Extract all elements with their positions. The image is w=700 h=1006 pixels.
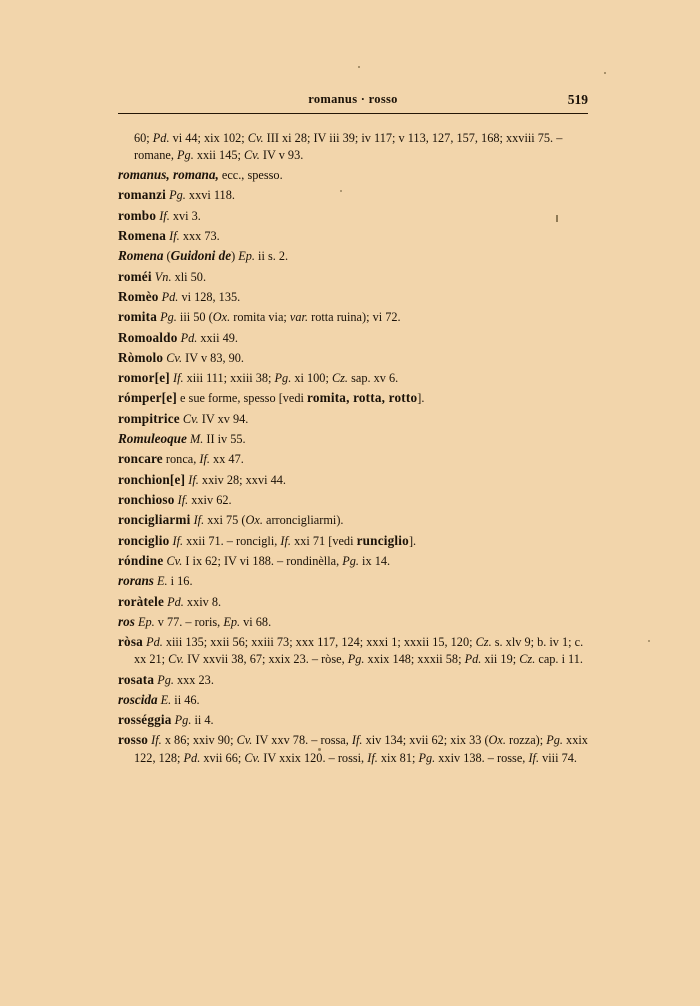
entry-text: xxx 23. <box>173 672 214 687</box>
source-abbrev: If. <box>188 472 199 487</box>
entry-text: xiii 135; xxii 56; xxiii 73; xxx 117, 124; xxxi 1; xxxii 15, 120; <box>162 635 476 650</box>
entry-text: xxii 49. <box>197 330 238 345</box>
dictionary-entry <box>118 186 588 204</box>
source-abbrev: Pg. <box>418 750 436 765</box>
entry-text: xvii 66; <box>200 750 245 765</box>
entry-headword: ronciglio <box>118 532 170 548</box>
entry-text: vi 44; xix 102; <box>169 131 248 145</box>
entry-headword: roméi <box>118 268 152 284</box>
source-abbrev: Cv. <box>243 147 260 162</box>
entry-text: IV xxvii 38, 67; xxix 23. – ròse, <box>184 652 348 667</box>
source-abbrev: Cz. <box>475 635 492 650</box>
entry-headword: rompitrice <box>118 410 180 426</box>
entry-headword: Ròmolo <box>118 349 164 365</box>
entry-text: xix 81; <box>377 750 419 765</box>
entry-text: xi 100; <box>291 371 332 386</box>
entry-text: I ix 62; IV vi 188. – rondinèlla, <box>182 553 343 568</box>
entry-text: i 16. <box>167 574 193 589</box>
dictionary-entry <box>118 572 588 590</box>
entry-text: IV v 93. <box>259 147 304 162</box>
dictionary-entry <box>118 430 588 448</box>
dictionary-entry <box>118 532 588 550</box>
source-abbrev: Cv. <box>168 652 184 667</box>
dictionary-entry <box>118 593 588 611</box>
entry-headword: ronchioso <box>118 492 175 508</box>
entry-text: ( <box>163 249 171 264</box>
dictionary-entry <box>118 711 588 729</box>
entry-headword: róndine <box>118 552 164 568</box>
source-abbrev: Cv. <box>182 411 199 426</box>
entry-text: sap. xv 6. <box>348 371 399 386</box>
source-abbrev: Pd. <box>146 635 163 650</box>
entry-headword: Romuleoque <box>118 431 187 447</box>
entry-text: vi 128, 135. <box>178 289 241 304</box>
source-abbrev: Pg. <box>177 147 194 162</box>
entry-headword: Romena <box>118 227 167 243</box>
entry-headword: rosséggia <box>118 712 172 728</box>
dictionary-entry <box>118 288 588 306</box>
source-abbrev: Pg. <box>157 672 174 687</box>
running-head: romanus · rosso <box>308 92 398 106</box>
dictionary-entry <box>118 450 588 468</box>
entry-text: xvi 3. <box>169 208 201 223</box>
source-abbrev: var. <box>289 310 309 325</box>
dictionary-entry <box>118 308 588 326</box>
dictionary-entry <box>118 329 588 347</box>
source-abbrev: Cz. <box>519 652 536 667</box>
entry-headword: runciglio <box>356 532 409 548</box>
dictionary-entry <box>118 552 588 570</box>
entry-headword: ronchion[e] <box>118 471 186 487</box>
entry-headword: Romena <box>118 248 164 264</box>
dictionary-entry <box>118 227 588 245</box>
source-abbrev: Cv. <box>166 553 183 568</box>
entry-text: xiii 111; xxiii 38; <box>183 371 275 386</box>
dictionary-entry <box>118 613 588 631</box>
entry-headword: romanus, romana, <box>118 167 219 183</box>
entry-headword: rosata <box>118 671 155 687</box>
entry-text: ) <box>231 249 239 264</box>
source-abbrev: If. <box>151 733 162 748</box>
dictionary-entry <box>118 671 588 689</box>
entry-text: II iv 55. <box>203 432 246 447</box>
entry-headword: rosso <box>118 732 149 748</box>
entry-headword: Guidoni de <box>170 248 232 264</box>
speck-mark <box>604 72 606 74</box>
source-abbrev: Pd. <box>167 594 184 609</box>
source-abbrev: Cv. <box>166 350 183 365</box>
entry-column <box>118 130 588 769</box>
source-abbrev: E. <box>157 574 168 589</box>
entry-continuation <box>118 130 588 164</box>
entry-text: ii 4. <box>191 713 214 728</box>
entry-text: IV xv 94. <box>198 411 249 426</box>
entry-text: xxiv 8. <box>183 594 222 609</box>
dictionary-entry <box>118 369 588 387</box>
speck-mark <box>358 66 360 68</box>
source-abbrev: If. <box>280 533 291 548</box>
source-abbrev: Pd. <box>183 750 201 765</box>
entry-text: ix 14. <box>358 553 391 568</box>
entry-text: xli 50. <box>171 269 207 284</box>
source-abbrev: Ox. <box>212 310 231 325</box>
source-abbrev: M. <box>189 432 204 447</box>
source-abbrev: Pg. <box>160 310 177 325</box>
source-abbrev: Pg. <box>169 188 186 203</box>
source-abbrev: Ox. <box>488 733 506 748</box>
entry-text: ronca, <box>162 452 200 467</box>
dictionary-entry <box>118 633 588 668</box>
source-abbrev: If. <box>172 371 184 386</box>
source-abbrev: Pg. <box>274 371 292 386</box>
entry-text: IV xxix 120. – rossi, <box>260 750 368 765</box>
dictionary-entry <box>118 691 588 709</box>
entry-text: s. xlv 9; b. iv 1; c. xx 21; <box>134 635 584 667</box>
source-abbrev: If. <box>172 533 184 548</box>
speck-mark <box>340 190 342 192</box>
source-abbrev: Vn. <box>154 269 172 284</box>
dictionary-entry <box>118 389 588 407</box>
source-abbrev: Ox. <box>245 513 263 528</box>
source-abbrev: If. <box>367 750 378 765</box>
entry-text: cap. i 11. <box>535 652 583 667</box>
entry-text: ]. <box>417 391 425 406</box>
entry-headword: rombo <box>118 207 157 223</box>
entry-headword: roscida <box>118 691 158 707</box>
entry-text: xxi 75 ( <box>204 513 246 528</box>
entry-text: xxix 148; xxxii 58; <box>364 652 465 667</box>
dictionary-entry <box>118 268 588 286</box>
entry-text: xxi 71 [vedi <box>291 533 357 548</box>
entry-text: ecc., spesso. <box>218 168 283 183</box>
source-abbrev: Pg. <box>342 553 359 568</box>
source-abbrev: If. <box>351 733 363 748</box>
entry-text: IV xxv 78. – rossa, <box>252 733 352 748</box>
entry-text: vi 68. <box>240 614 272 629</box>
source-abbrev: E. <box>160 692 172 707</box>
header-rule <box>118 113 588 114</box>
entry-headword: roncare <box>118 451 163 467</box>
entry-text: xxii 71. – roncigli, <box>183 533 281 548</box>
source-abbrev: Cv. <box>236 733 253 748</box>
entry-headword: romor[e] <box>118 370 170 386</box>
entry-text: xxiv 62. <box>188 493 232 508</box>
page-number: 519 <box>567 92 588 107</box>
source-abbrev: Ep. <box>238 249 255 264</box>
source-abbrev: If. <box>177 493 189 508</box>
entry-text: xxix 122, 128; <box>134 733 588 765</box>
source-abbrev: Pd. <box>180 330 198 345</box>
entry-headword: Romèo <box>118 288 159 304</box>
speck-mark <box>318 748 321 751</box>
entry-headword: rómper[e] <box>118 390 177 406</box>
entry-text: rozza); <box>505 733 547 748</box>
entry-text: xxii 145; <box>193 147 244 162</box>
entry-text: rotta ruina); vi 72. <box>308 310 401 325</box>
entry-text: xxx 73. <box>179 228 220 243</box>
entry-headword: ròsa <box>118 634 143 650</box>
source-abbrev: Cv. <box>244 750 261 765</box>
entry-text: viii 74. <box>539 750 577 765</box>
source-abbrev: Pg. <box>347 652 365 667</box>
source-abbrev: Pd. <box>464 652 482 667</box>
entry-text: xxiv 138. – rosse, <box>435 750 529 765</box>
entry-headword: ros <box>118 613 135 629</box>
dictionary-entry <box>118 471 588 489</box>
source-abbrev: If. <box>528 750 540 765</box>
dictionary-entry <box>118 207 588 225</box>
entry-text: arroncigliarmi). <box>262 513 344 528</box>
entry-text: e sue forme, spesso [vedi <box>176 391 308 406</box>
speck-mark <box>556 215 558 222</box>
entry-headword: roràtele <box>118 593 165 609</box>
speck-mark <box>648 640 650 642</box>
source-abbrev: Ep. <box>223 614 241 629</box>
page-header <box>118 92 588 114</box>
entry-headword: romita, rotta, rotto <box>307 390 418 406</box>
source-abbrev: If. <box>193 513 205 528</box>
entry-text: xxvi 118. <box>185 188 235 203</box>
entry-headword: romanzi <box>118 187 167 203</box>
dictionary-entry <box>118 491 588 509</box>
source-abbrev: Pg. <box>174 713 192 728</box>
source-abbrev: If. <box>169 228 180 243</box>
entry-headword: romita <box>118 309 158 325</box>
source-abbrev: Cz. <box>331 371 348 386</box>
entry-headword: Romoaldo <box>118 329 178 345</box>
dictionary-entry <box>118 349 588 367</box>
dictionary-entry <box>118 166 588 184</box>
entry-text: III xi 28; IV iii 39; iv 117; v 113, 127, 157, 168; xxviii 75. – romane, <box>134 131 563 162</box>
entry-text: xii 19; <box>481 652 520 667</box>
entry-headword: rorans <box>118 573 154 589</box>
dictionary-entry <box>118 410 588 428</box>
dictionary-entry <box>118 511 588 529</box>
source-abbrev: If. <box>199 452 210 467</box>
source-abbrev: If. <box>159 208 170 223</box>
source-abbrev: Pd. <box>152 131 170 145</box>
source-abbrev: Pd. <box>161 289 179 304</box>
entry-text: IV v 83, 90. <box>182 350 245 365</box>
entry-text: ii s. 2. <box>254 249 289 264</box>
source-abbrev: Pg. <box>546 733 563 748</box>
source-abbrev: Cv. <box>247 131 264 145</box>
entry-text: iii 50 ( <box>176 310 213 325</box>
entry-text: xxiv 28; xxvi 44. <box>198 472 286 487</box>
entry-text: ]. <box>408 533 417 548</box>
entry-text: v 77. – roris, <box>154 614 224 629</box>
entry-text: ii 46. <box>171 692 200 707</box>
entry-text: xx 47. <box>209 452 244 467</box>
dictionary-entry <box>118 247 588 265</box>
entry-text: romita via; <box>230 310 290 325</box>
entry-text: x 86; xxiv 90; <box>161 733 237 748</box>
source-abbrev: Ep. <box>137 614 155 629</box>
entry-text: 60; <box>134 131 153 145</box>
entry-headword: roncigliarmi <box>118 512 191 528</box>
entry-text: xiv 134; xvii 62; xix 33 ( <box>362 733 489 748</box>
dictionary-entry <box>118 731 588 766</box>
